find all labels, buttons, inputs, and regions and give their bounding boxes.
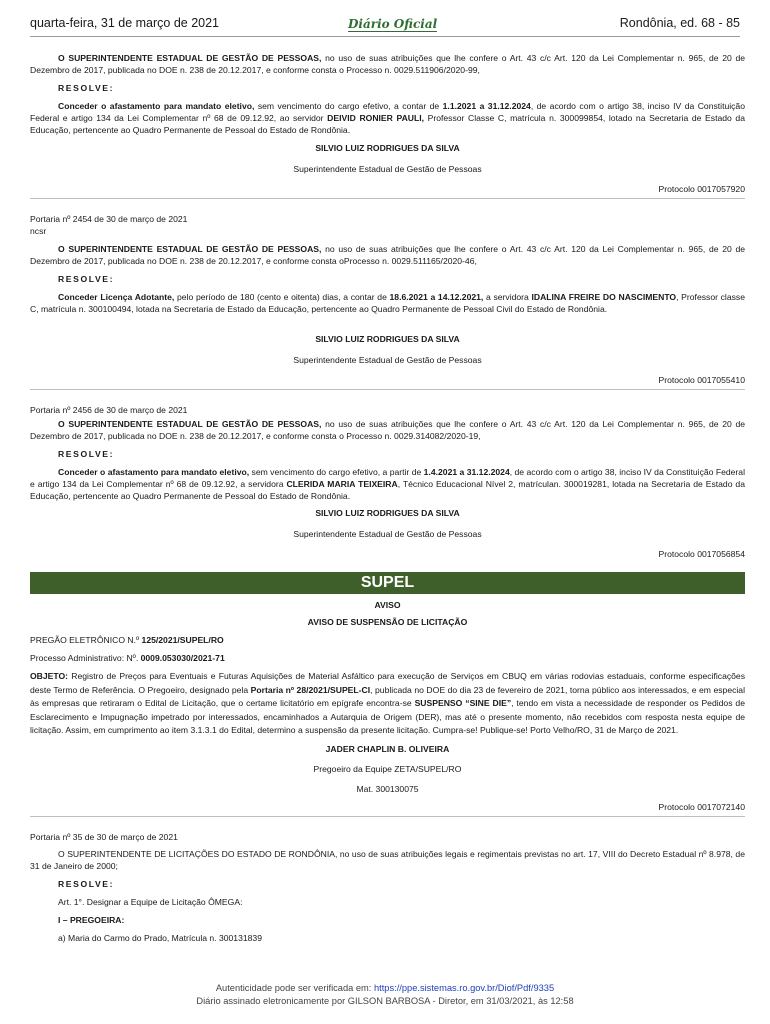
separator [30,816,745,817]
separator [30,198,745,199]
act-1-resolve: RESOLVE: [58,83,115,93]
notice-signer: JADER CHAPLIN B. OLIVEIRA [325,743,450,754]
act-2-title: Portaria nº 2454 de 30 de março de 2021 [30,214,188,224]
act-2-protocol: Protocolo 0017055410 [658,375,745,385]
page-content [30,52,745,944]
act-4-member: a) Maria do Carmo do Prado, Matrícula n. 300131839 [58,932,262,943]
page-header [30,17,740,35]
signature-line: Diário assinado eletronicamente por GILSON BARBOSA - Diretor, em 31/03/2021, às 12:58 [196,996,574,1006]
act-3-signer-role: Superintendente Estadual de Gestão de Pessoas [293,529,482,539]
notice-heading: AVISO DE SUSPENSÃO DE LICITAÇÃO [307,617,468,627]
act-2-preamble: O SUPERINTENDENTE ESTADUAL DE GESTÃO DE PESSOAS, no uso de suas atribuições que lhe confere o Art. 43 c/c Art. 120 da Lei Complementar n. 965, de 20 de Dezembro de 2017, publicada no DOE n. 238 de 20.12.2017, e conforme consta oProcesso n. 0029.511165/2020-46, [30,244,745,266]
suspension-notice [30,599,745,817]
act-1-signer: SILVIO LUIZ RODRIGUES DA SILVA [315,143,460,153]
notice-signer-mat: Mat. 300130075 [356,783,419,794]
act-2-signer: SILVIO LUIZ RODRIGUES DA SILVA [315,334,460,344]
act-4-title: Portaria nº 35 de 30 de março de 2021 [30,831,178,842]
authenticity-line: Autenticidade pode ser verificada em: https://ppe.sistemas.ro.gov.br/Diof/Pdf/9335 [215,983,555,993]
act-1-protocol: Protocolo 0017057920 [658,184,745,194]
act-3-protocol: Protocolo 0017056854 [658,549,745,559]
notice-label: AVISO [374,600,401,610]
act-3-title: Portaria nº 2456 de 30 de março de 2021 [30,405,188,415]
act-3-preamble: O SUPERINTENDENTE ESTADUAL DE GESTÃO DE PESSOAS, no uso de suas atribuições que lhe confere o Art. 43 c/c Art. 120 da Lei Complementar n. 965, de 20 de Dezembro de 2017, publicada no DOE n. 238 de 20.12.2017, e conforme consta o Processo n. 0029.314082/2020-19, [30,419,745,441]
notice-signer-role: Pregoeiro da Equipe ZETA/SUPEL/RO [313,763,462,774]
process-line: Processo Administrativo: Nº. 0009.053030/2021-71 [30,653,225,663]
notice-object: OBJETO: Registro de Preços para Eventuais e Futuras Aquisições de Material Asfáltico para execução de Serviços em CBUQ em várias rodovias estaduais, conforme especificações deste Termo de Referência. O Pregoeiro, designado pela Portaria nº 28/2021/SUPEL-CI, publicada no DOE do dia 23 de fevereiro de 2021, torna público aos interessados, e em especial às empresas que retiraram o Edital de Licitação, que o certame licitatório em epígrafe encontra-se SUSPENSO “SINE DIE”, tendo em vista a necessidade de responder os Pedidos de Esclarecimento e Impugnação impetrado por interessados, encaminhados a Autarquia de Origem (DER), mas até o presente momento, não recebidos com resposta nesta equipe de licitação. Assim, em cumprimento ao item 3.1.3.1 do Edital, determino a suspensão da presente licitação. Cumpra-se! Publique-se! Porto Velho/RO, 31 de Março de 2021. [30,671,746,735]
act-3-resolve: RESOLVE: [58,449,115,459]
act-4-preamble: O SUPERINTENDENTE DE LICITAÇÕES DO ESTADO DE RONDÔNIA, no uso de suas atribuições legais e regimentais previstas no art. 17, VIII do Decreto Estadual nº 8.978, de 31 de Janeiro de 2000; [30,848,745,871]
act-3-body: Conceder o afastamento para mandato eletivo, sem vencimento do cargo efetivo, a partir de 1.4.2021 a 31.12.2024, de acordo com o artigo 38, inciso IV da Constituição Federal e artigo 134 da Lei Complementar nº 68 de 09.12.92, a servidora CLERIDA MARIA TEIXEIRA, Técnico Educacional Nível 2, matrículan. 300019281, lotada na Secretaria de Estado da Educação, pertencente ao Quadro Permanente de Pessoal do Estado de Rondônia. [30,467,745,501]
act-1-body: Conceder o afastamento para mandato eletivo, sem vencimento do cargo efetivo, a contar de 1.1.2021 a 31.12.2024, de acordo com o artigo 38, inciso IV da Constituição Federal e artigo 134 da Lei Complementar nº 68 de 09.12.92, ao servidor DEIVID RONIER PAULI, Professor Classe C, matrícula n. 300099854, lotado na Secretaria de Estado da Educação, pertencente ao Quadro Permanente de Pessoal do Estado de Rondônia. [30,101,745,135]
act-4-role-heading: I – PREGOEIRA: [58,914,125,925]
authenticity-link[interactable]: https://ppe.sistemas.ro.gov.br/Diof/Pdf/9335 [373,983,555,993]
act-2 [30,213,745,390]
notice-protocol: Protocolo 0017072140 [658,801,745,812]
section-band-supel: SUPEL [30,572,745,594]
issue-date: quarta-feira, 31 de março de 2021 [30,16,220,30]
act-4-resolve: RESOLVE: [58,878,115,889]
act-2-code: ncsr [30,226,47,236]
act-4-article-1: Art. 1°. Designar a Equipe de Licitação ÔMEGA: [58,896,243,907]
act-1-preamble: O SUPERINTENDENTE ESTADUAL DE GESTÃO DE PESSOAS, no uso de suas atribuições que lhe confere o Art. 43 c/c Art. 120 da Lei Complementar n. 965, de 20 de Dezembro de 2017, publicada no DOE n. 238 de 20.12.2017, e conforme consta o Processo n. 0029.511906/2020-99, [30,53,745,75]
act-1 [30,52,745,199]
diario-oficial-logo: Diário Oficial [348,17,438,31]
act-2-signer-role: Superintendente Estadual de Gestão de Pessoas [293,355,482,365]
act-4 [30,831,745,944]
act-3-signer: SILVIO LUIZ RODRIGUES DA SILVA [315,508,460,518]
page-footer [0,982,770,1008]
pregao-line: PREGÃO ELETRÔNICO N.º 125/2021/SUPEL/RO [30,635,224,645]
act-2-body: Conceder Licença Adotante, pelo período de 180 (cento e oitenta) dias, a contar de 18.6.2021 a 14.12.2021, a servidora IDALINA FREIRE DO NASCIMENTO, Professor classe C, matrícula n. 300100494, lotada na Secretaria de Estado da Educação, pertencente ao Quadro Permanente de Pessoal Civil do Estado de Rondônia. [30,292,745,314]
act-2-resolve: RESOLVE: [58,274,115,284]
edition-info: Rondônia, ed. 68 - 85 [619,16,740,30]
act-1-signer-role: Superintendente Estadual de Gestão de Pessoas [293,164,482,174]
act-3 [30,404,745,560]
separator [30,389,745,390]
header-rule [30,36,740,37]
